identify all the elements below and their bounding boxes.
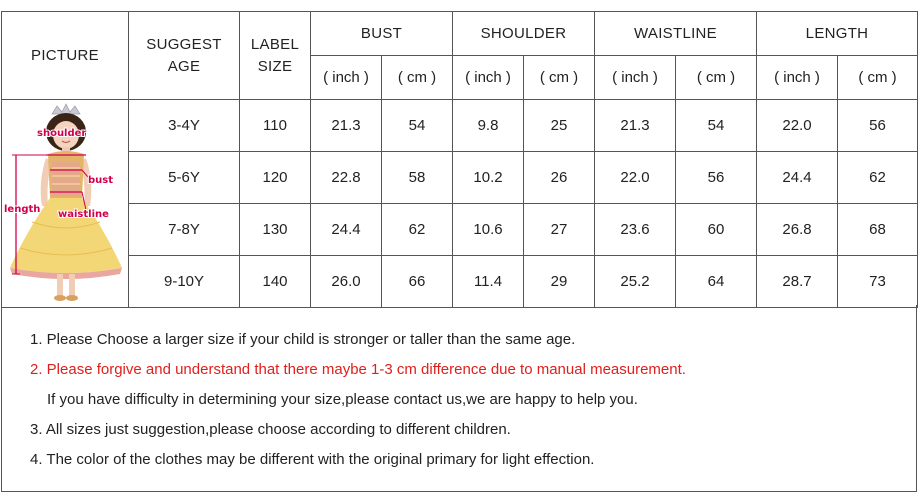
table-row: [2, 204, 918, 256]
age-cell: 3-4Y: [129, 100, 240, 152]
size-table: [1, 11, 918, 308]
note-1: 1. Please Choose a larger size if your child is stronger or taller than the same age.: [30, 331, 576, 348]
shoulder-cm-cell: 29: [524, 256, 595, 308]
size-cell: 140: [240, 256, 311, 308]
header-suggest-age-line2: AGE: [167, 57, 201, 75]
size-cell: 110: [240, 100, 311, 152]
note-4: 4. The color of the clothes may be different with the original primary for light effection.: [30, 451, 595, 468]
dress-measurement-illustration: [2, 102, 128, 305]
size-cell: 130: [240, 204, 311, 256]
unit-shoulder-inch: ( inch ): [453, 56, 524, 100]
shoulder-inch-cell: 10.6: [453, 204, 524, 256]
bust-label: bust: [88, 175, 114, 186]
unit-waist-inch: ( inch ): [595, 56, 676, 100]
header-bust: BUST: [311, 12, 453, 56]
header-label-size-line2: SIZE: [257, 57, 293, 75]
note-2-continued: If you have difficulty in determining your size,please contact us,we are happy to help you.: [47, 391, 638, 408]
shoulder-inch-cell: 11.4: [453, 256, 524, 308]
length-cm-cell: 62: [838, 152, 918, 204]
shoulder-label: shoulder: [37, 128, 87, 139]
shoulder-inch-cell: 9.8: [453, 100, 524, 152]
unit-bust-inch: ( inch ): [311, 56, 382, 100]
bust-cm-cell: 62: [382, 204, 453, 256]
bust-cm-cell: 58: [382, 152, 453, 204]
unit-shoulder-cm: ( cm ): [524, 56, 595, 100]
bust-inch-cell: 26.0: [311, 256, 382, 308]
header-shoulder: SHOULDER: [453, 12, 595, 56]
length-cm-cell: 68: [838, 204, 918, 256]
waistline-label: waistline: [58, 209, 109, 220]
table-row: [2, 256, 918, 308]
header-label-size: [240, 12, 311, 100]
waist-inch-cell: 25.2: [595, 256, 676, 308]
shoulder-cm-cell: 25: [524, 100, 595, 152]
dress-illustration-svg: [2, 102, 128, 305]
shoulder-inch-cell: 10.2: [453, 152, 524, 204]
length-inch-cell: 28.7: [757, 256, 838, 308]
waist-cm-cell: 64: [676, 256, 757, 308]
table-row: [2, 152, 918, 204]
unit-length-inch: ( inch ): [757, 56, 838, 100]
waist-cm-cell: 60: [676, 204, 757, 256]
picture-cell: [2, 100, 129, 308]
waist-inch-cell: 22.0: [595, 152, 676, 204]
header-length: LENGTH: [757, 12, 918, 56]
waist-inch-cell: 23.6: [595, 204, 676, 256]
header-suggest-age: [129, 12, 240, 100]
notes-box: [1, 305, 917, 492]
waist-cm-cell: 54: [676, 100, 757, 152]
shoulder-cm-cell: 27: [524, 204, 595, 256]
bust-cm-cell: 54: [382, 100, 453, 152]
bust-inch-cell: 24.4: [311, 204, 382, 256]
header-waistline: WAISTLINE: [595, 12, 757, 56]
waist-cm-cell: 56: [676, 152, 757, 204]
note-3: 3. All sizes just suggestion,please choose according to different children.: [30, 421, 511, 438]
unit-bust-cm: ( cm ): [382, 56, 453, 100]
unit-length-cm: ( cm ): [838, 56, 918, 100]
note-2: 2. Please forgive and understand that there maybe 1-3 cm difference due to manual measurement.: [30, 361, 686, 378]
size-chart: [1, 11, 917, 492]
header-label-size-line1: LABEL: [250, 35, 300, 53]
length-cm-cell: 56: [838, 100, 918, 152]
length-inch-cell: 24.4: [757, 152, 838, 204]
bust-inch-cell: 21.3: [311, 100, 382, 152]
unit-waist-cm: ( cm ): [676, 56, 757, 100]
age-cell: 9-10Y: [129, 256, 240, 308]
waist-inch-cell: 21.3: [595, 100, 676, 152]
header-suggest-age-line1: SUGGEST: [146, 35, 222, 53]
shoulder-cm-cell: 26: [524, 152, 595, 204]
size-cell: 120: [240, 152, 311, 204]
length-inch-cell: 26.8: [757, 204, 838, 256]
bust-inch-cell: 22.8: [311, 152, 382, 204]
table-row: [2, 100, 918, 152]
age-cell: 5-6Y: [129, 152, 240, 204]
age-cell: 7-8Y: [129, 204, 240, 256]
length-label: length: [4, 204, 41, 215]
header-picture: PICTURE: [2, 12, 129, 100]
length-inch-cell: 22.0: [757, 100, 838, 152]
bust-cm-cell: 66: [382, 256, 453, 308]
length-cm-cell: 73: [838, 256, 918, 308]
